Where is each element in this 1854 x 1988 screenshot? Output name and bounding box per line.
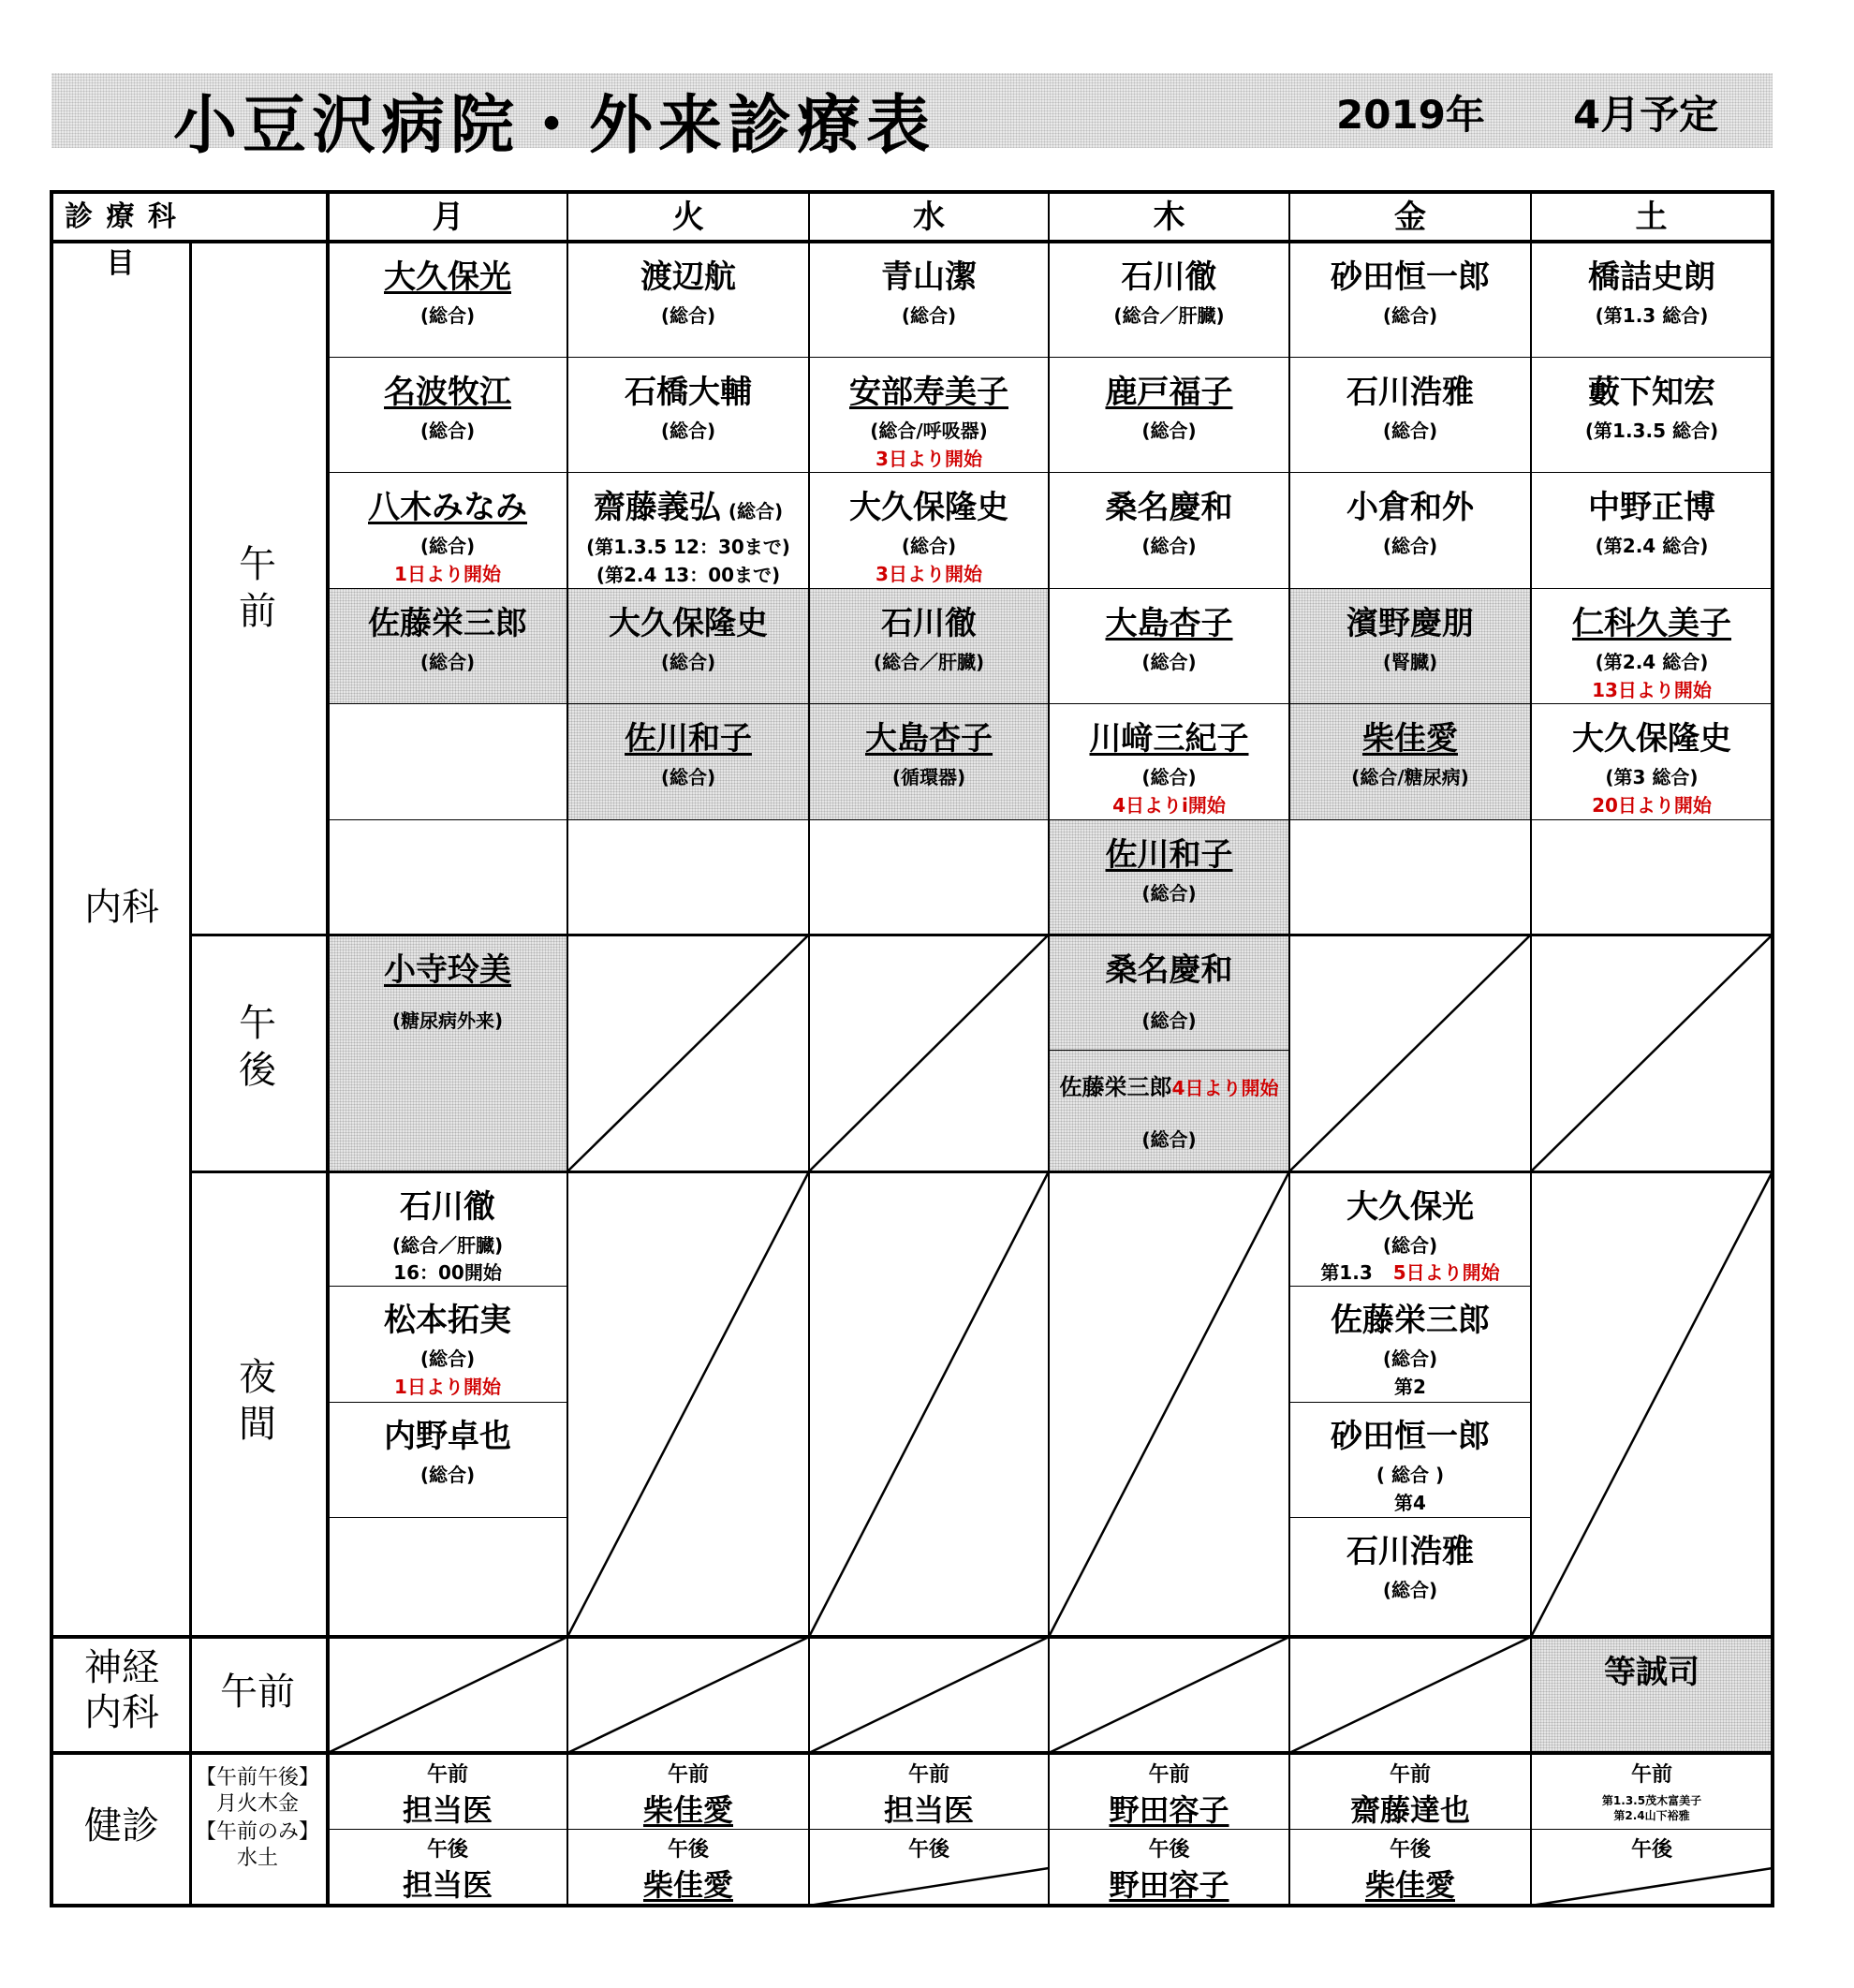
doctor-name: 石川徹 — [400, 1188, 495, 1226]
specialty: (総合) — [419, 1464, 476, 1486]
hours-note-1: (第1.3.5 12：30まで) — [586, 536, 790, 558]
specialty: (総合) — [901, 535, 957, 557]
specialty: (総合) — [1141, 535, 1197, 557]
doctor-name: 担当医 — [402, 1867, 493, 1903]
doctor-name: 橋詰史朗 — [1588, 258, 1715, 296]
specialty: (総合) — [1382, 535, 1438, 557]
slot-wed-am1 — [809, 242, 1049, 357]
slot-fri-night2 — [1289, 1287, 1531, 1402]
doctor-name: 大久保光 — [1346, 1188, 1474, 1226]
slot-fri-am5 — [1289, 703, 1531, 819]
header-day-sat: 土 — [1635, 199, 1668, 236]
specialty: (第2.4 総合) — [1595, 651, 1709, 673]
doctor-name: 等誠司 — [1604, 1654, 1700, 1691]
kenshin-note-4: 水土 — [236, 1847, 278, 1870]
week-note: 第2 — [1394, 1376, 1426, 1398]
diag-wed-night — [809, 1171, 1049, 1637]
slot-mon-night3 — [328, 1403, 567, 1517]
doctor-name: 小倉和外 — [1346, 489, 1474, 526]
diag-tue-night — [567, 1171, 809, 1637]
doctor-name: 野田容子 — [1109, 1867, 1229, 1903]
specialty: (総合) — [419, 1347, 476, 1370]
grid-mon-n3 — [328, 1517, 567, 1518]
slot-tue-am3 — [567, 472, 809, 588]
slot-mon-am4 — [328, 588, 567, 703]
hours-note-2: (第2.4 13：00まで) — [596, 564, 781, 586]
slot-mon-am3 — [328, 472, 567, 588]
doctor-name: 佐川和子 — [625, 720, 752, 758]
slot-thu-pm2 — [1049, 1050, 1289, 1171]
kenshin-sat-am — [1531, 1755, 1773, 1829]
start-note: 13日より開始 — [1592, 679, 1712, 701]
schedule-note-row — [1289, 1258, 1531, 1285]
slot-tue-am4 — [567, 588, 809, 703]
diag-sat-kenshin-pm — [1531, 1868, 1773, 1906]
slot-mon-pm — [328, 935, 567, 1171]
diag-fri-pm — [1289, 935, 1531, 1171]
slot-mon-am2 — [328, 357, 567, 472]
doctor-note-1: 第1.3.5茂木富美子 — [1601, 1794, 1702, 1807]
doctor-name: 仁科久美子 — [1572, 605, 1731, 642]
specialty: (総合) — [1141, 651, 1197, 673]
specialty: (総合) — [1382, 304, 1438, 327]
start-note: 3日より開始 — [876, 448, 982, 470]
specialty: (総合) — [419, 535, 476, 557]
doctor-name: 砂田恒一郎 — [1331, 1418, 1490, 1455]
slot-wed-am2 — [809, 357, 1049, 472]
specialty: (総合/糖尿病) — [1351, 766, 1469, 788]
kenshin-mon-pm — [328, 1830, 567, 1904]
specialty: (第1.3.5 総合) — [1584, 420, 1719, 442]
diag-thu-shinkei — [1049, 1637, 1289, 1753]
diag-fri-shinkei — [1289, 1637, 1531, 1753]
kenshin-wed-pm — [809, 1830, 1049, 1867]
specialty: (総合) — [660, 420, 716, 442]
doctor-name: 大久保隆史 — [1572, 720, 1731, 758]
specialty: (総合) — [419, 420, 476, 442]
doctor-name: 砂田恒一郎 — [1331, 258, 1490, 296]
dept-shinkei: 神経内科 — [84, 1646, 159, 1734]
specialty: (総合) — [1141, 882, 1197, 905]
slot-mon-night2 — [328, 1287, 567, 1402]
doctor-name: 桑名慶和 — [1105, 489, 1233, 526]
doctor-name: 中野正博 — [1588, 489, 1715, 526]
doctor-name: 佐藤栄三郎 — [368, 605, 527, 642]
slot-thu-am6 — [1049, 819, 1289, 935]
slot-sat-am3 — [1531, 472, 1773, 588]
doctor-name: 青山潔 — [881, 258, 977, 296]
doctor-name: 柴佳愛 — [1362, 720, 1458, 758]
specialty: (総合) — [1382, 1234, 1438, 1257]
doctor-name: 名波牧江 — [384, 374, 511, 411]
slot-thu-pm1 — [1049, 935, 1289, 1050]
doctor-name: 八木みなみ — [368, 489, 527, 526]
specialty-inline: (総合) — [728, 500, 784, 523]
session-label: 午後 — [1148, 1838, 1190, 1862]
session-label: 午前 — [1630, 1763, 1672, 1787]
specialty: (総合) — [419, 651, 476, 673]
slot-thu-am5 — [1049, 703, 1289, 819]
specialty: (総合) — [1141, 420, 1197, 442]
doctor-name: 内野卓也 — [384, 1418, 511, 1455]
doctor-name: 石川浩雅 — [1346, 374, 1474, 411]
kenshin-tue-pm — [567, 1830, 809, 1904]
slot-fri-night1 — [1289, 1173, 1531, 1286]
slot-sat-am5 — [1531, 703, 1773, 819]
diag-wed-pm — [809, 935, 1049, 1171]
specialty: (循環器) — [891, 766, 966, 788]
header-day-mon: 月 — [432, 199, 464, 236]
session-label: 午前 — [426, 1763, 468, 1787]
session-label: 午前 — [907, 1763, 949, 1787]
header-day-wed: 水 — [913, 199, 945, 236]
grid-left — [50, 190, 53, 1907]
doctor-name: 大久保隆史 — [609, 605, 768, 642]
kenshin-note-3: 【午前のみ】 — [195, 1820, 319, 1844]
slot-fri-am1 — [1289, 242, 1531, 357]
specialty: (総合) — [1382, 1579, 1438, 1601]
grid-v-sub — [189, 242, 192, 1905]
start-note: 4日より開始 — [1171, 1077, 1279, 1099]
slot-thu-am3 — [1049, 472, 1289, 588]
doctor-name: 小寺玲美 — [384, 951, 511, 989]
doctor-name: 川﨑三紀子 — [1089, 720, 1249, 758]
diag-tue-shinkei — [567, 1637, 809, 1753]
doctor-name: 齋藤義弘 — [593, 489, 721, 526]
doctor-name: 大久保隆史 — [849, 489, 1008, 526]
session-label: 午前 — [1389, 1763, 1431, 1787]
kenshin-fri-pm — [1289, 1830, 1531, 1904]
schedule-year: 2019年 — [1336, 92, 1485, 138]
doctor-name: 佐川和子 — [1105, 836, 1233, 874]
session-label: 午後 — [1389, 1838, 1431, 1862]
doctor-name: 柴佳愛 — [1364, 1867, 1455, 1903]
kenshin-fri-am — [1289, 1755, 1531, 1829]
session-label: 午前 — [667, 1763, 709, 1787]
kenshin-wed-am — [809, 1755, 1049, 1829]
specialty: (総合／肝臓) — [873, 651, 985, 673]
week-note: 第4 — [1394, 1492, 1426, 1514]
header-subject: 診 療 科 目 — [65, 200, 178, 280]
specialty: (総合) — [901, 304, 957, 327]
start-note: 1日より開始 — [394, 563, 501, 585]
doctor-name: 大久保光 — [384, 258, 511, 296]
doctor-name-row — [1049, 1068, 1289, 1101]
doctor-name: 大島杏子 — [865, 720, 993, 758]
slot-fri-night3 — [1289, 1403, 1531, 1517]
header-day-fri: 金 — [1394, 199, 1426, 236]
start-note: 3日より開始 — [876, 563, 982, 585]
specialty: (総合) — [1141, 766, 1197, 788]
slot-thu-am1 — [1049, 242, 1289, 357]
start-note: 1日より開始 — [394, 1376, 501, 1398]
slot-fri-am4 — [1289, 588, 1531, 703]
doctor-name-row — [567, 481, 809, 527]
diag-sat-pm — [1531, 935, 1773, 1171]
slot-thu-am4 — [1049, 588, 1289, 703]
session-am: 午前 — [239, 543, 276, 633]
diag-thu-night — [1049, 1171, 1289, 1637]
specialty: (総合) — [660, 766, 716, 788]
doctor-name: 鹿戸福子 — [1105, 374, 1233, 411]
slot-sat-am2 — [1531, 357, 1773, 472]
specialty: (総合/呼吸器) — [870, 420, 988, 442]
diag-wed-shinkei — [809, 1637, 1049, 1753]
kenshin-thu-pm — [1049, 1830, 1289, 1904]
session-pm: 午後 — [239, 1002, 276, 1092]
specialty: ( 総合 ) — [1376, 1464, 1445, 1486]
specialty: (総合) — [419, 304, 476, 327]
specialty: (総合) — [660, 304, 716, 327]
doctor-name: 桑名慶和 — [1105, 951, 1233, 989]
start-note: 4日よりi開始 — [1112, 794, 1226, 817]
doctor-name: 安部寿美子 — [849, 374, 1008, 411]
diag-sat-night — [1531, 1171, 1773, 1637]
slot-fri-am2 — [1289, 357, 1531, 472]
doctor-name: 佐藤栄三郎 — [1331, 1302, 1490, 1339]
doctor-name: 柴佳愛 — [642, 1867, 733, 1903]
start-note: 5日より開始 — [1392, 1261, 1500, 1284]
start-note: 20日より開始 — [1592, 794, 1712, 817]
specialty: (総合) — [660, 651, 716, 673]
slot-wed-am4 — [809, 588, 1049, 703]
header-day-tue: 火 — [672, 199, 704, 236]
doctor-name: 石川浩雅 — [1346, 1533, 1474, 1570]
slot-wed-am5 — [809, 703, 1049, 819]
diag-wed-kenshin-pm — [809, 1868, 1049, 1906]
specialty: (総合) — [1141, 1128, 1197, 1151]
specialty: (糖尿病外来) — [391, 1009, 504, 1032]
slot-sat-am4 — [1531, 588, 1773, 703]
doctor-name: 佐藤栄三郎 — [1059, 1074, 1172, 1100]
slot-tue-am2 — [567, 357, 809, 472]
kenshin-note-1: 【午前午後】 — [195, 1766, 319, 1789]
kenshin-mon-am — [328, 1755, 567, 1829]
specialty: (総合／肝臓) — [1113, 304, 1225, 327]
doctor-name: 担当医 — [883, 1792, 974, 1828]
dept-kenshin: 健診 — [84, 1804, 159, 1848]
doctor-name: 石川徹 — [881, 605, 977, 642]
doctor-name: 石橋大輔 — [625, 374, 752, 411]
slot-thu-am2 — [1049, 357, 1289, 472]
dept-naika: 内科 — [84, 886, 159, 929]
header-day-thu: 木 — [1153, 199, 1185, 236]
slot-sat-shinkei — [1531, 1639, 1773, 1751]
kenshin-tue-am — [567, 1755, 809, 1829]
specialty: (総合) — [1382, 420, 1438, 442]
specialty: (第3 総合) — [1605, 766, 1699, 788]
hours-note: 16：00開始 — [393, 1261, 502, 1284]
specialty: (第1.3 総合) — [1595, 304, 1709, 327]
kenshin-sat-pm — [1531, 1830, 1773, 1867]
doctor-name: 石川徹 — [1121, 258, 1217, 296]
slot-fri-am3 — [1289, 472, 1531, 588]
doctor-name: 渡辺航 — [640, 258, 736, 296]
doctor-note-2: 第2.4山下裕雅 — [1613, 1809, 1690, 1822]
specialty: (総合) — [1141, 1009, 1197, 1032]
kenshin-thu-am — [1049, 1755, 1289, 1829]
diag-mon-shinkei — [328, 1637, 567, 1753]
week-note: 第1.3 — [1320, 1261, 1373, 1284]
doctor-name: 柴佳愛 — [642, 1792, 733, 1828]
page-title: 小豆沢病院・外来診療表 — [173, 89, 936, 163]
grid-naika-bottom — [50, 1635, 1774, 1639]
slot-wed-am3 — [809, 472, 1049, 588]
schedule-month: 4月予定 — [1573, 92, 1719, 138]
doctor-name: 齋藤達也 — [1349, 1792, 1470, 1828]
session-label: 午後 — [426, 1838, 468, 1862]
session-shinkei-am: 午前 — [220, 1671, 295, 1714]
doctor-name: 藪下知宏 — [1588, 374, 1715, 411]
session-label: 午後 — [667, 1838, 709, 1862]
specialty: (総合／肝臓) — [391, 1234, 504, 1257]
doctor-name: 野田容子 — [1109, 1792, 1229, 1828]
diag-tue-pm — [567, 935, 809, 1171]
doctor-name: 濱野慶朋 — [1346, 605, 1474, 642]
kenshin-note-2: 月火木金 — [215, 1792, 299, 1816]
doctor-name: 松本拓実 — [384, 1302, 511, 1339]
specialty: (腎臓) — [1382, 651, 1438, 673]
slot-sat-am1 — [1531, 242, 1773, 357]
specialty: (総合) — [1382, 1347, 1438, 1370]
session-night: 夜間 — [239, 1356, 276, 1446]
specialty: (第2.4 総合) — [1595, 535, 1709, 557]
slot-fri-night4 — [1289, 1518, 1531, 1635]
slot-tue-am5 — [567, 703, 809, 819]
slot-mon-am1 — [328, 242, 567, 357]
slot-mon-night1 — [328, 1173, 567, 1286]
session-label: 午後 — [907, 1838, 949, 1862]
slot-tue-am1 — [567, 242, 809, 357]
doctor-name: 担当医 — [402, 1792, 493, 1828]
session-label: 午後 — [1630, 1838, 1672, 1862]
doctor-name: 大島杏子 — [1105, 605, 1233, 642]
session-label: 午前 — [1148, 1763, 1190, 1787]
